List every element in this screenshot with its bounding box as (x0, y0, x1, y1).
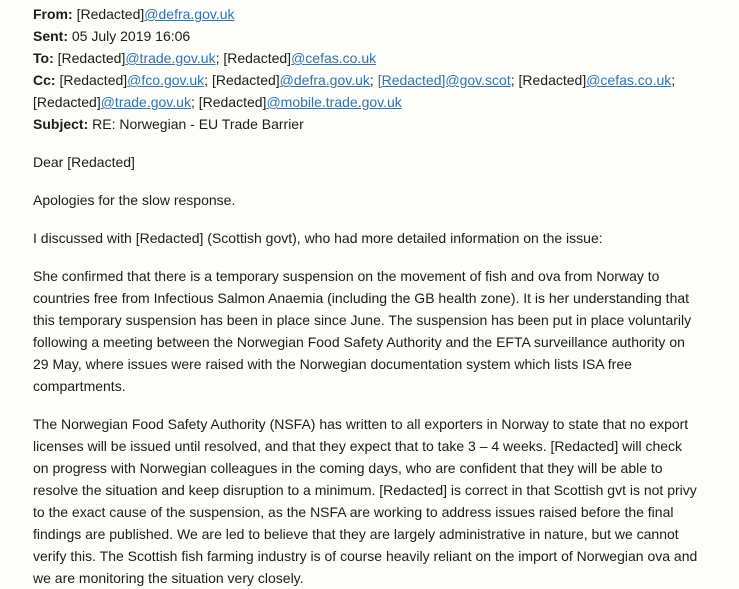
header-text: [Redacted] (211, 72, 280, 88)
email-address-link[interactable]: @cefas.co.uk (291, 50, 377, 66)
body-paragraph-2: Apologies for the slow response. (33, 192, 236, 208)
header-line-subject (33, 113, 700, 135)
body-paragraph-3: I discussed with [Redacted] (Scottish govt), who had more detailed information on the issue: (33, 230, 603, 246)
email-body (33, 151, 700, 589)
header-label-cc: Cc: (33, 72, 56, 88)
header-label-subject: Subject: (33, 116, 89, 132)
header-text: ; (510, 72, 519, 88)
header-label-from: From: (33, 6, 73, 22)
email-address-link[interactable]: @trade.gov.uk (125, 50, 216, 66)
header-line-from (33, 3, 700, 25)
body-paragraph-1: Dear [Redacted] (33, 154, 135, 170)
header-text: [Redacted] (518, 72, 587, 88)
header-text: [Redacted] (33, 94, 101, 110)
header-label-sent: Sent: (33, 28, 68, 44)
header-text: ; (204, 72, 212, 88)
email-address-link[interactable]: @defra.gov.uk (144, 6, 235, 22)
header-text: [Redacted] (198, 94, 267, 110)
email-address-link[interactable]: @mobile.trade.gov.uk (266, 94, 402, 110)
body-paragraph-4: She confirmed that there is a temporary suspension on the movement of fish and ova from Norway to countries free from Infectious Salmon Anaemia (including the GB health zone). It is her understanding that this temporary suspension has been in place since June. The suspension has been put in place voluntarily following a meeting between the Norwegian Food Safety Authority and the EFTA surveillance authority on 29 May, where issues were raised with the Norwegian documentation system which lists ISA free compartments. (33, 268, 692, 394)
header-text: [Redacted] (57, 50, 126, 66)
header-text: ; (190, 94, 199, 110)
header-text: [Redacted] (76, 6, 145, 22)
header-label-to: To: (33, 50, 54, 66)
body-paragraph-5: The Norwegian Food Safety Authority (NSFA) has written to all exporters in Norway to state that no export licenses will be issued until resolved, and that they expect that to take 3 – 4 weeks. [Redacted] will check on progress with Norwegian colleagues in the coming days, who are confident that they will be able to resolve the situation and keep disruption to a minimum. [Redacted] is correct in that Scottish gvt is not privy to the exact cause of the suspension, as the NSFA are working to address issues raised before the final findings are published. We are led to believe that they are largely administrative in nature, but we cannot verify this. The Scottish fish farming industry is of course heavily reliant on the import of Norwegian ova and we are monitoring the situation very closely. (33, 416, 698, 586)
email-address-link[interactable]: [Redacted]@gov.scot (377, 72, 511, 88)
email-address-link[interactable]: @cefas.co.uk (586, 72, 672, 88)
email-address-link[interactable]: @fco.gov.uk (127, 72, 205, 88)
header-text: [Redacted] (223, 50, 292, 66)
header-text: ; (215, 50, 224, 66)
email-address-link[interactable]: @trade.gov.uk (100, 94, 191, 110)
header-text: ; (369, 72, 378, 88)
header-text: 05 July 2019 16:06 (71, 28, 191, 44)
header-line-sent (33, 25, 700, 47)
header-line-cc (33, 69, 700, 113)
header-text: ; (671, 72, 676, 88)
header-line-to (33, 47, 700, 69)
email-address-link[interactable]: @defra.gov.uk (279, 72, 370, 88)
header-text: RE: Norwegian - EU Trade Barrier (92, 116, 304, 132)
header-text: [Redacted] (59, 72, 128, 88)
email-header-block (33, 3, 700, 135)
